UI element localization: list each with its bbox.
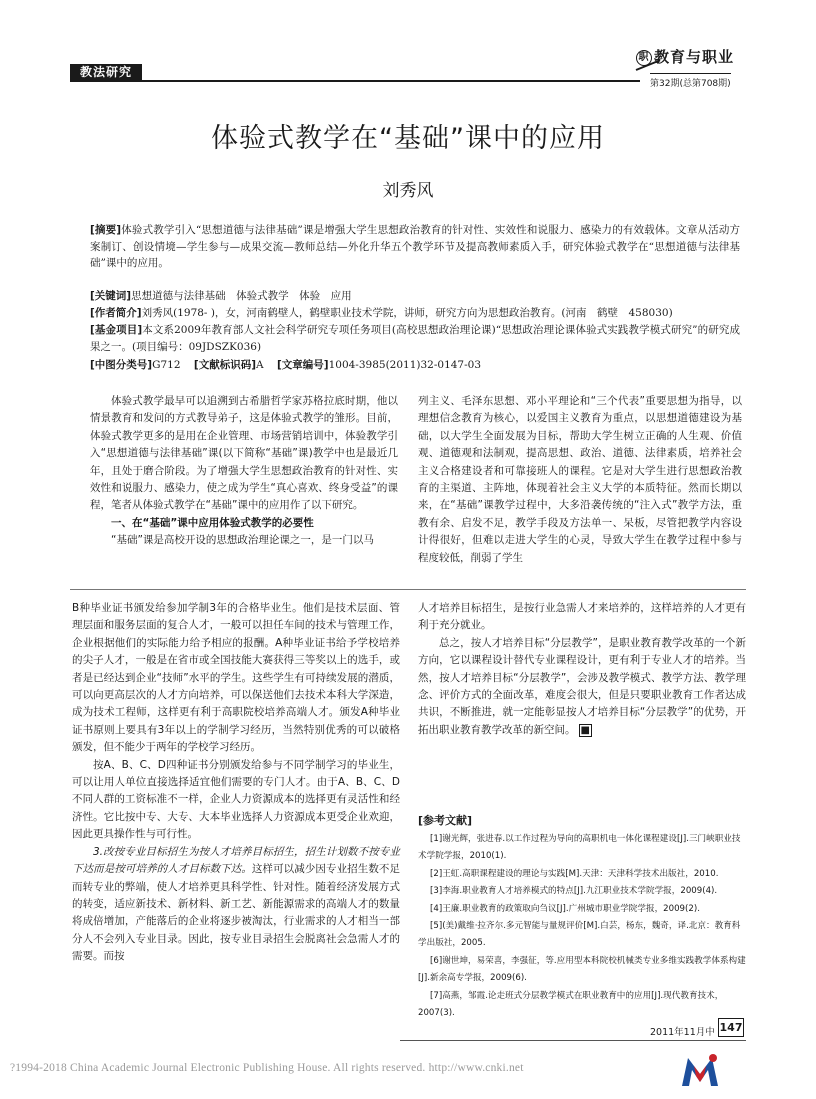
footer-rule [400, 1040, 746, 1041]
upper-right-column [418, 393, 742, 567]
keywords [90, 288, 740, 305]
paragraph-body: 这样可以减少因专业招生数不足而转专业的弊端，使人才培养更具科学性、针对性。随着经济发展方式的转变，适应新技术、新材料、新工艺、新能源需求的高端人才的数量将成倍增加，产能落后的企业将逐步被淘汰，行业需求的人才相当一部分人不会列入专业目录。因此，按专业目录招生会脱离社会急需人才的需要。而按 [72, 863, 401, 963]
paragraph [72, 844, 400, 966]
section-divider [70, 589, 746, 590]
section-heading: 一、在“基础”课中应用体验式教学的必要性 [111, 516, 314, 529]
abstract-label: [摘要] [90, 224, 122, 236]
end-mark-icon: ■ [580, 724, 590, 736]
doc-code-label: [文献标识码] [193, 359, 257, 371]
journal-logo-text: 教育与职业 [654, 48, 735, 66]
paragraph-lead: 3.改按专业目标招生为按人才培养目标招生，招生计划数不按专业下达而是按可培养的人才目标数下达。 [72, 845, 400, 876]
reference-item: [5](美)戴维·拉齐尔.多元智能与量规评价[M].白芸，杨东，魏奇，译.北京：教育科学出版社，2005. [418, 921, 741, 949]
article-no-value: 1004-3985(2011)32-0147-03 [328, 359, 482, 371]
paragraph: “基础”课是高校开设的思想政治理论课之一，是一门以马 [111, 534, 374, 547]
article-title: 体验式教学在“基础”课中的应用 [211, 123, 605, 154]
reference-item: [2]王虹.高职课程建设的理论与实践[M].天津：天津科学技术出版社，2010. [430, 868, 719, 879]
author-info [90, 305, 740, 322]
reference-item: [7]高燕，邹霞.论走班式分层教学模式在职业教育中的应用[J].现代教育技术，2007(3). [418, 990, 724, 1019]
article-no-label: [文章编号] [276, 359, 329, 371]
fund-text: 本文系2009年教育部人文社会科学研究专项任务项目(高校思想政治理论课)“思想政治理论课体验式实践教学模式研究”的研究成果之一。(项目编号：09JDSZK036) [90, 324, 740, 353]
section-tag: 教法研究 [70, 64, 142, 80]
reference-item: [4]王廉.职业教育的政策取向刍议[J].广州城市职业学院学报，2009(2). [430, 903, 700, 914]
reference-item: [6]谢世坤，易荣喜，李强征，等.应用型本科院校机械类专业多维实践教学体系构建[J].新余高专学报，2009(6). [418, 955, 746, 984]
fund-info [90, 322, 740, 355]
fund-label: [基金项目] [90, 324, 143, 336]
doc-code-value: A [256, 359, 264, 371]
author-info-label: [作者简介] [90, 307, 142, 319]
references-list [418, 831, 746, 1022]
reference-item: [1]谢光辉，张进春.以工作过程为导向的高职机电一体化课程建设[J].三门峡职业技术学院学报，2010(1). [418, 834, 741, 862]
paragraph: 人才培养目标招生，是按行业急需人才来培养的，这样培养的人才更有利于充分就业。 [418, 602, 746, 632]
classification-line [90, 357, 740, 374]
abstract [90, 222, 740, 272]
keywords-text: 思想道德与法律基础 体验式教学 体验 应用 [131, 290, 352, 302]
paragraph [418, 635, 746, 739]
clc-value: G712 [152, 359, 181, 371]
keywords-label: [关键词] [90, 290, 132, 302]
lower-right-column [418, 600, 746, 739]
article-author: 刘秀风 [382, 181, 434, 201]
reference-item: [3]李海.职业教育人才培养模式的特点[J].九江职业技术学院学报，2009(4). [430, 886, 718, 897]
author-info-text: 刘秀风(1978- )，女，河南鹤壁人，鹤壁职业技术学院，讲师，研究方向为思想政治教育。(河南 鹤壁 458030) [141, 307, 673, 319]
upper-left-column [90, 393, 398, 550]
issue-number: 第32期(总第708期) [650, 73, 731, 89]
paragraph: 按A、B、C、D四种证书分别颁发给参与不同学制学习的毕业生，可以让用人单位直接选择适宜他们需要的专门人才。由于A、B、C、D不同人群的工资标准不一样，企业人力资源成本的选择更有灵活性和经济性。它比按中专、大专、大本毕业选择人力资源成本更受企业欢迎，因此更具操作性与可行性。 [72, 758, 400, 841]
abstract-text: 体验式教学引入“思想道德与法律基础”课是增强大学生思想政治教育的针对性、实效性和说服力、感染力的有效载体。文章从活动方案制订、创设情境—学生参与—成果交流—教师总结—外化升华五个教学环节及提高教师素质入手，研究体验式教学在“思想道德与法律基础”课中的应用。 [90, 224, 740, 269]
page-number: 147 [718, 1018, 744, 1037]
paragraph-body: 总之，按人才培养目标“分层教学”，是职业教育教学改革的一个新方向，它以课程设计替代专业课程设计，更有利于专业人才的培养。当然，按人才培养目标“分层教学”，会涉及教学模式、教学方法、教学理念、评价方式的全面改革，难度会很大，但是只要职业教育工作者达成共识，不断推进，就一定能彰显按人才培养目标“分层教学”的优势，开拓出职业教育教学改革的新空间。 [418, 636, 746, 736]
paragraph: B种毕业证书颁发给参加学制3年的合格毕业生。他们是技术层面、管理层面和服务层面的复合人才，一般可以担任车间的技术与管理工作，企业根据他们的实际能力给予相应的报酬。A种毕业证书给予学校培养的尖子人才，一般是在省市或全国技能大赛获得三等奖以上的选手，或者是已经达到企业“技师”水平的学生。这些学生有可持续发展的潜质，可以向更高层次的人才方向培养，可以保送他们去技术本科大学深造，成为技术工程师，这样更有利于高职院校培养高端人才。颁发A种毕业证书原则上要具有3年以上的学制学习经历，当然特别优秀的可以破格颁发，但不能少于两年的学校学习经历。 [72, 602, 400, 754]
references-title: [参考文献] [418, 814, 473, 827]
cnki-logo-icon [680, 1052, 720, 1088]
header-rule [70, 80, 640, 82]
paragraph: 列主义、毛泽东思想、邓小平理论和“三个代表”重要思想为指导，以理想信念教育为核心，以爱国主义教育为重点，以思想道德建设为基础，以大学生全面发展为目标，帮助大学生树立正确的人生观、价值观、道德观和法制观，提高思想、政治、道德、法律素质，培养社会主义合格建设者和可靠接班人的课程。它是对大学生进行思想政治教育的主渠道、主阵地，体现着社会主义大学的本质特征。然而长期以来，在“基础”课教学过程中，大多沿袭传统的“注入式”教学方法，重教有余、启发不足，教学手段及方法单一、呆板，尽管把教学内容设计得很好，但难以走进大学生的心灵，导致大学生在教学过程中参与程度较低，削弱了学生 [418, 395, 742, 564]
journal-logo [636, 46, 734, 67]
copyright-notice: ?1994-2018 China Academic Journal Electronic Publishing House. All rights reserved. http://www.cnki.net [10, 1062, 524, 1074]
journal-logo-circle: 职 [636, 50, 652, 66]
lower-left-column [72, 600, 400, 966]
paragraph: 体验式教学最早可以追溯到古希腊哲学家苏格拉底时期，他以情景教育和发问的方式教导弟子，这是体验式教学的雏形。目前，体验式教学更多的是用在企业管理、市场营销培训中，体验教学引入“思想道德与法律基础”课(以下简称“基础”课)教学中也是最近几年，且处于磨合阶段。为了增强大学生思想政治教育的针对性、实效性和说服力、感染力，使之成为学生“真心喜欢、终身受益”的课程，笔者从体验式教学在“基础”课中的应用作了以下研究。 [90, 395, 398, 512]
clc-label: [中图分类号] [90, 359, 153, 371]
footer-date: 2011年11月中 [650, 1027, 715, 1038]
